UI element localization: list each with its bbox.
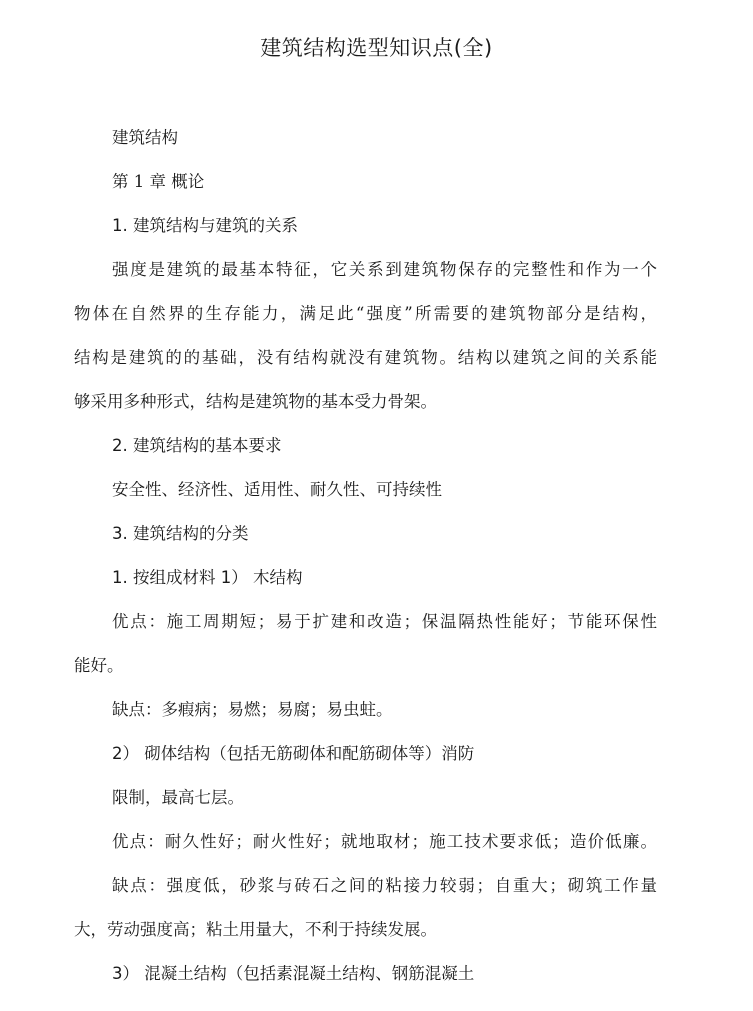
paragraph-line: 能好。 bbox=[74, 656, 124, 675]
paragraph-line: 优点：耐久性好；耐火性好；就地取材；施工技术要求低；造价低廉。 bbox=[112, 832, 657, 851]
list-item: 1. 按组成材料 1） 木结构 bbox=[112, 568, 303, 587]
paragraph-line: 物体在自然界的生存能力，满足此“强度”所需要的建筑物部分是结构， bbox=[74, 304, 657, 323]
subsection-heading: 1. 建筑结构与建筑的关系 bbox=[112, 216, 298, 235]
paragraph-line: 安全性、经济性、适用性、耐久性、可持续性 bbox=[112, 480, 442, 499]
paragraph-line: 优点：施工周期短；易于扩建和改造；保温隔热性能好；节能环保性 bbox=[112, 612, 657, 631]
paragraph-line: 结构是建筑的的基础，没有结构就没有建筑物。结构以建筑之间的关系能 bbox=[74, 348, 657, 367]
paragraph-line: 缺点：强度低，砂浆与砖石之间的粘接力较弱；自重大；砌筑工作量 bbox=[112, 876, 657, 895]
paragraph-line: 够采用多种形式，结构是建筑物的基本受力骨架。 bbox=[74, 392, 437, 411]
paragraph-line: 缺点：多瘕病；易燃；易腐；易虫蛀。 bbox=[112, 700, 393, 719]
document-title: 建筑结构选型知识点(全) bbox=[260, 36, 493, 60]
paragraph-line: 限制，最高七层。 bbox=[112, 788, 244, 807]
paragraph-line: 大，劳动强度高；粘土用量大，不利于持续发展。 bbox=[74, 920, 437, 939]
subsection-heading: 3. 建筑结构的分类 bbox=[112, 524, 249, 543]
section-heading: 建筑结构 bbox=[112, 128, 178, 147]
subsection-heading: 2. 建筑结构的基本要求 bbox=[112, 436, 282, 455]
list-item: 3） 混凝土结构（包括素混凝土结构、钢筋混凝土 bbox=[112, 964, 475, 983]
chapter-heading: 第 1 章 概论 bbox=[112, 172, 205, 191]
paragraph-line: 强度是建筑的最基本特征，它关系到建筑物保存的完整性和作为一个 bbox=[112, 260, 657, 279]
list-item: 2） 砌体结构（包括无筋砌体和配筋砌体等）消防 bbox=[112, 744, 475, 763]
